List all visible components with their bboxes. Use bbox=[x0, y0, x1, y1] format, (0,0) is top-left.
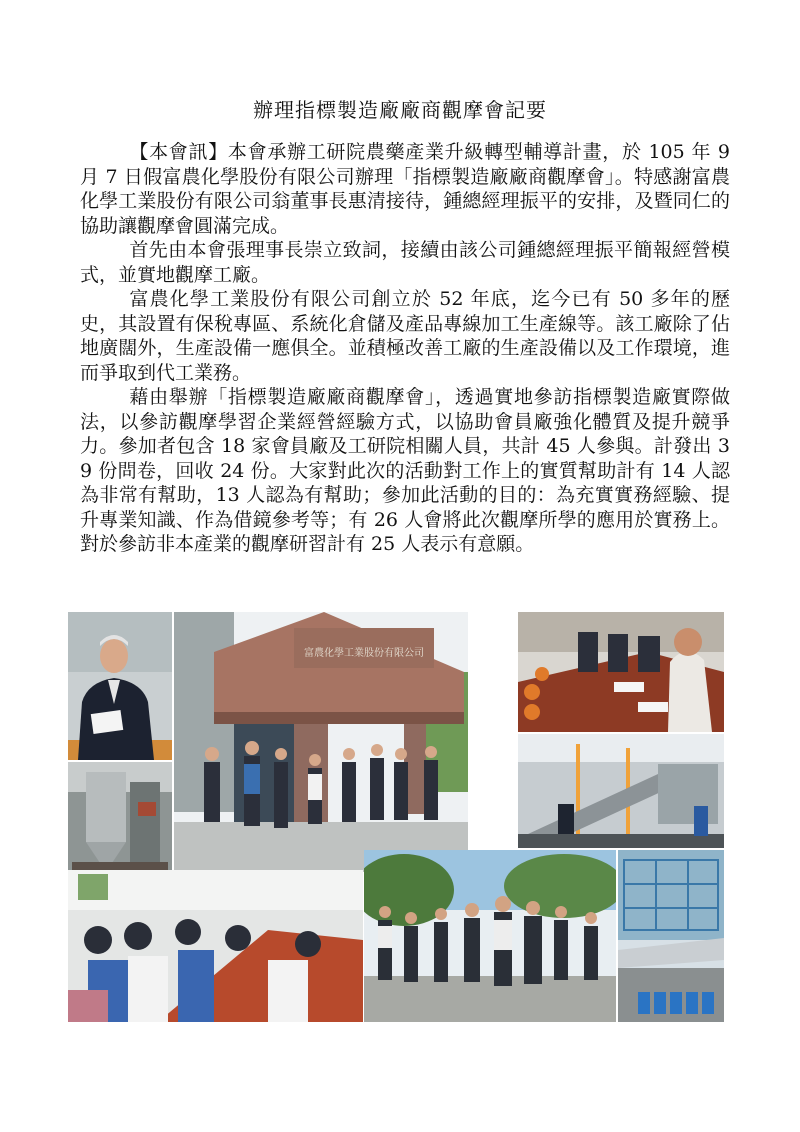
company-sign: 富農化學工業股份有限公司 bbox=[304, 648, 424, 659]
paragraph-4: 藉由舉辦「指標製造廠廠商觀摩會」，透過實地參訪指標製造廠實際做法，以參訪觀摩學習企業經營經驗方式，以協助會員廠強化體質及提升競爭力。參加者包含 18 家會員廠及工研院相關人員，共計 45 人參與。計發出 39 份問卷，回收 24 份。大家對此次的活動對工作上的實質幫助計有 14 人認為非常有幫助，13 人認為有幫助；參加此活動的目的：為充實實務經驗、提升專業知識、作為借鏡參考等；有 26 人會將此次觀摩所學的應用於實務上。對於參訪非本產業的觀摩研習計有 25 人表示有意願。 bbox=[80, 386, 730, 555]
meeting-table-photo bbox=[518, 612, 724, 732]
outdoor-tour-photo bbox=[364, 850, 616, 1022]
page-title: 辦理指標製造廠廠商觀摩會記要 bbox=[253, 98, 547, 122]
paragraph-3: 富農化學工業股份有限公司創立於 52 年底，迄今已有 50 多年的歷史，其設置有保稅專區、系統化倉儲及產品專線加工生產線等。該工廠除了佔地廣闊外，生產設備一應俱全。並積極改善工廠的生產設備以及工作環境，進而爭取到代工業務。 bbox=[80, 288, 730, 384]
photo-collage bbox=[68, 612, 724, 1022]
paragraph-2: 首先由本會張理事長崇立致詞，接續由該公司鍾總經理振平簡報經營模式，並實地觀摩工廠。 bbox=[80, 239, 730, 286]
speaker-photo bbox=[68, 612, 172, 760]
silo-equipment-photo bbox=[68, 762, 172, 882]
document-body bbox=[80, 140, 730, 557]
warehouse-photo bbox=[618, 850, 724, 1022]
production-line-photo bbox=[518, 734, 724, 848]
paragraph-1: 【本會訊】本會承辦工研院農藥產業升級轉型輔導計畫，於 105 年 9 月 7 日假富農化學股份有限公司辦理「指標製造廠廠商觀摩會」。特感謝富農化學工業股份有限公司翁董事長惠清接待，鍾總經理振平的安排，及暨同仁的協助讓觀摩會圓滿完成。 bbox=[80, 141, 730, 237]
conference-room-photo bbox=[68, 870, 363, 1022]
building-entrance-photo bbox=[174, 612, 468, 872]
